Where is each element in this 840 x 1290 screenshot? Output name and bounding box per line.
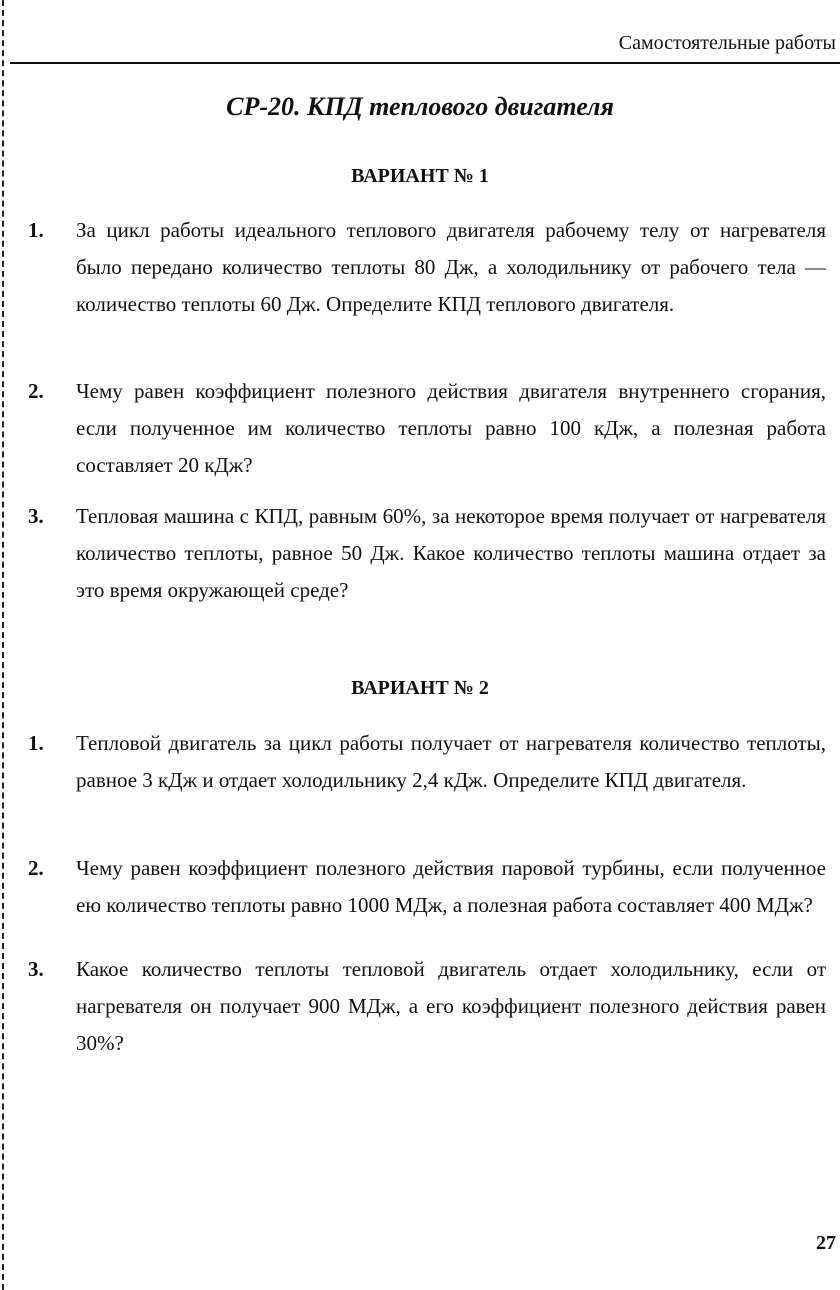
problem-number: 2. [28, 856, 44, 880]
variant-1-problem-1 [28, 212, 826, 323]
page-title: СР-20. КПД теплового двигателя [226, 92, 614, 121]
problem-number: 2. [28, 379, 44, 403]
problem-number: 3. [28, 504, 44, 528]
problem-text: Чему равен коэффициент полезного действия двигателя внутреннего сгорания, если полученное им количество теплоты равно 100 кДж, а полезная работа составляет 20 кДж? [76, 379, 826, 477]
variant-1-problem-3 [28, 498, 826, 609]
variant-2-problem-1 [28, 725, 826, 799]
problem-text: За цикл работы идеального теплового двигателя рабочему телу от нагревателя было передано количество теплоты 80 Дж, а холодильнику от рабочего тела — количество теплоты 60 Дж. Определите КПД теплового двигателя. [76, 218, 826, 316]
variant-2-problem-3 [28, 951, 826, 1062]
problem-text: Чему равен коэффициент полезного действия паровой турбины, если полученное ею количество теплоты равно 1000 МДж, а полезная работа составляет 400 МДж? [76, 856, 826, 917]
variant-2-problem-2 [28, 850, 826, 924]
running-head: Самостоятельные работы [618, 32, 836, 54]
header-rule [10, 62, 840, 64]
problem-text: Тепловая машина с КПД, равным 60%, за некоторое время получает от нагревателя количество теплоты, равное 50 Дж. Какое количество теплоты машина отдает за это время окружающей среде? [76, 504, 826, 602]
problem-number: 1. [28, 731, 44, 755]
problem-text: Какое количество теплоты тепловой двигатель отдает холодильнику, если от нагревателя он получает 900 МДж, а его коэффициент полезного действия равен 30%? [76, 957, 826, 1055]
cut-line [2, 0, 4, 1290]
variant-1-heading: ВАРИАНТ № 1 [351, 165, 489, 187]
problem-number: 1. [28, 218, 44, 242]
problem-text: Тепловой двигатель за цикл работы получает от нагревателя количество теплоты, равное 3 кДж и отдает холодильнику 2,4 кДж. Определите КПД двигателя. [76, 731, 826, 792]
page-number: 27 [816, 1232, 836, 1254]
variant-2-heading: ВАРИАНТ № 2 [351, 677, 489, 699]
problem-number: 3. [28, 957, 44, 981]
variant-1-problem-2 [28, 373, 826, 484]
